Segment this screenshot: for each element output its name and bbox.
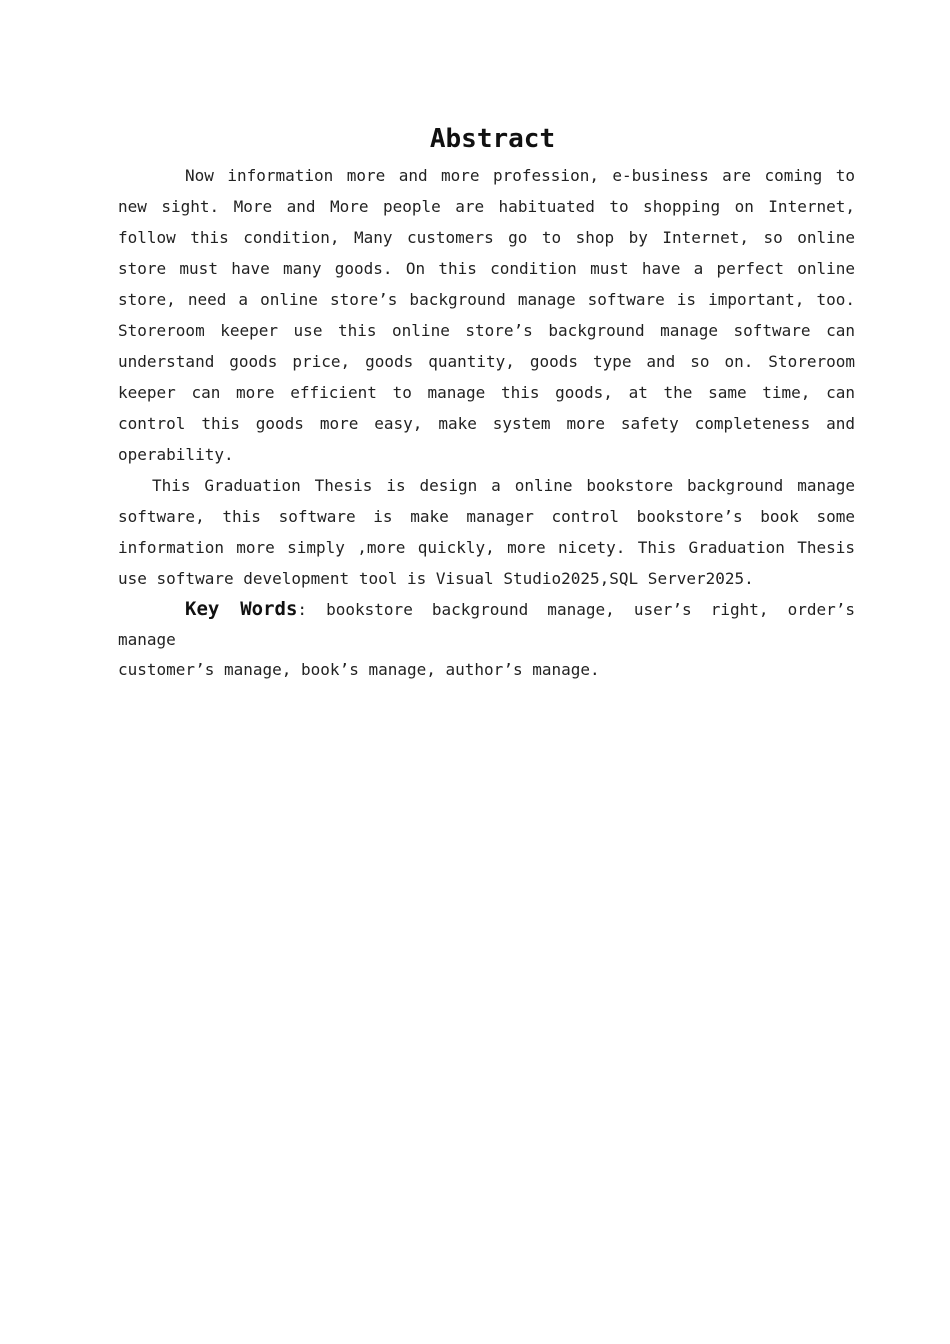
keywords-label: Key Words bbox=[185, 598, 298, 620]
abstract-paragraph-2: This Graduation Thesis is design a online bookstore background manage software, this software is make manager control bookstore’s book some information more simply ,more quickly, more nicety. This Graduation Thesis use software development tool is Visual Studio2025,SQL Server2025. bbox=[118, 476, 855, 588]
abstract-section bbox=[118, 118, 855, 685]
abstract-paragraph-1: Now information more and more profession, e-business are coming to new sight. More and More people are habituated to shopping on Internet, follow this condition, Many customers go to shop by Internet, so online store must have many goods. On this condition must have a perfect online store, need a online store’s background manage software is important, too. Storeroom keeper use this online store’s background manage software can understand goods price, goods quantity, goods type and so on. Storeroom keeper can more efficient to manage this goods, at the same time, can control this goods more easy, make system more safety completeness and operability. bbox=[118, 166, 855, 464]
keywords-continuation: customer’s manage, book’s manage, author’s manage. bbox=[118, 660, 600, 679]
abstract-title: Abstract bbox=[429, 124, 556, 154]
keywords-separator: : bbox=[297, 600, 308, 619]
keywords-text: bookstore background manage, user’s right, order’s manage bbox=[118, 600, 855, 649]
keywords-line bbox=[118, 594, 855, 655]
